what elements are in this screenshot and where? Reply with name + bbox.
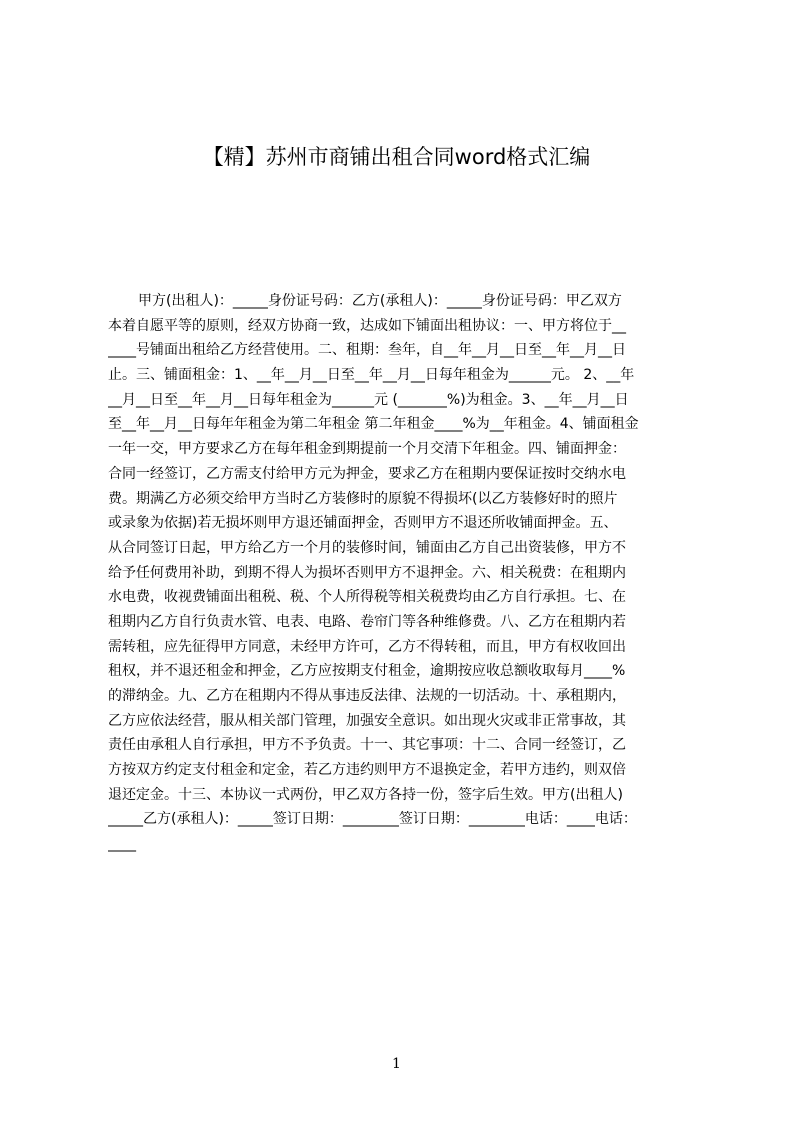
body-line: 乙方应依法经营，服从相关部门管理，加强安全意识。如出现火灾或非正常事故，其 [108,712,626,729]
body-line: 责任由承租人自行承担，甲方不予负责。十一、其它事项：十二、合同一经签订，乙 [108,737,626,754]
body-line: 租权，并不退还租金和押金，乙方应按期支付租金，逾期按应收总额收取每月____% [108,663,626,680]
body-line: 退还定金。十三、本协议一式两份，甲乙双方各持一份，签字后生效。甲方(出租人) [108,786,623,803]
body-line: 方按双方约定支付租金和定金，若乙方违约则甲方不退换定金，若甲方违约，则双倍 [108,762,626,779]
body-line: 合同一经签订，乙方需支付给甲方元为押金，要求乙方在租期内要保证按时交纳水电 [108,465,626,482]
contract-body [108,289,698,899]
body-line: ____ [108,836,136,853]
body-line: 一年一交，甲方要求乙方在每年租金到期提前一个月交清下年租金。四、铺面押金： [108,441,626,458]
body-line: 需转租，应先征得甲方同意，未经甲方许可，乙方不得转租，而且，甲方有权收回出 [108,638,626,655]
body-line: _____乙方(承租人)：_____签订日期：________签订日期：________电话：____电话： [108,811,637,828]
body-line: 甲方(出租人)：_____身份证号码：乙方(承租人)：_____身份证号码：甲乙双方 [138,293,622,309]
document-title: 【精】苏州市商铺出租合同word格式汇编 [202,145,591,169]
body-line: 止。三、铺面租金：1、__年__月__日至__年__月__日每年租金为______元。 2、__年 [108,367,635,384]
body-line: __月__日至__年__月__日每年租金为______元 (_______%)为租金。3、__年__月__日 [108,391,629,408]
page-number: 1 [392,1056,401,1072]
body-line: 费。期满乙方必须交给甲方当时乙方装修时的原貌不得损坏(以乙方装修好时的照片 [108,490,618,507]
body-line: 本着自愿平等的原则，经双方协商一致，达成如下铺面出租协议：一、甲方将位于__ [108,317,626,334]
body-line: 至__年__月__日每年年租金为第二年租金 第二年租金____%为__年租金。4、铺面租金 [108,416,639,433]
body-line: 给予任何费用补助，到期不得人为损坏否则甲方不退押金。六、相关税费：在租期内 [108,564,626,581]
body-line: 从合同签订日起，甲方给乙方一个月的装修时间，铺面由乙方自己出资装修，甲方不 [108,539,626,556]
body-line: 或录象为依据)若无损坏则甲方退还铺面押金，否则甲方不退还所收铺面押金。五、 [108,515,618,532]
body-line: 的滞纳金。九、乙方在租期内不得从事违反法律、法规的一切活动。十、承租期内， [108,688,626,704]
body-line: ____号铺面出租给乙方经营使用。二、租期：叁年，自__年__月__日至__年__月__日 [108,342,626,359]
body-line: 租期内乙方自行负责水管、电表、电路、卷帘门等各种维修费。八、乙方在租期内若 [108,613,626,630]
body-line: 水电费，收视费铺面出租税、税、个人所得税等相关税费均由乙方自行承担。七、在 [108,589,626,606]
